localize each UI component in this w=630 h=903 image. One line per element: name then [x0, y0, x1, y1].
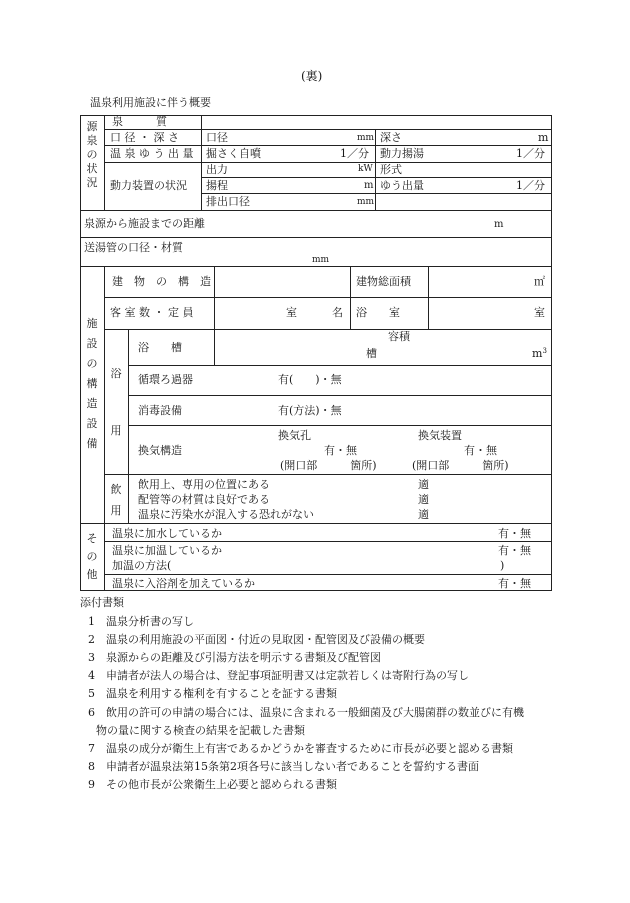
bathroom-label: 浴 室 — [356, 306, 400, 319]
power-output-unit: kW — [358, 164, 373, 174]
lift-unit: m — [364, 180, 374, 191]
ventilation-label: 換気構造 — [138, 444, 182, 457]
powered-flow-label: 動力揚湯 — [380, 147, 424, 160]
building-structure-label: 建 物 の 構 造 — [112, 275, 211, 288]
drinking-check-2: 配管等の材質は良好である — [138, 493, 270, 506]
depth-unit: m — [538, 131, 549, 144]
pipe-unit: mm — [312, 255, 330, 265]
caliber-label: 口径 — [206, 131, 228, 144]
attachment-item: 4 申請者が法人の場合は、登記事項証明書又は定款若しくは寄附行為の写し — [88, 669, 469, 682]
spring-quality-label: 泉 質 — [112, 115, 167, 128]
vent-hole-openings: (開口部 箇所) — [280, 459, 377, 472]
attachment-item: 7 温泉の成分が衛生上有害であるかどうかを審査するために市長が必要と認める書類 — [88, 742, 513, 755]
facility-side-label: 施 設 の 構 造 設 備 — [86, 317, 98, 450]
person-unit: 名 — [332, 306, 343, 319]
drinking-check-2-value: 適 — [418, 493, 429, 506]
heat-method-label: 加温の方法( — [112, 559, 172, 572]
drinking-check-3-value: 適 — [418, 508, 429, 521]
spring-output-label: 温 泉 ゆ う 出 量 — [110, 147, 194, 160]
distance-unit: m — [494, 219, 504, 230]
other-side-label: そ の 他 — [86, 532, 98, 581]
vent-device-value: 有・無 — [464, 444, 497, 457]
depth-label: 深さ — [380, 131, 402, 144]
volume-label: 容積 — [388, 330, 410, 343]
attachment-item: 8 申請者が温泉法第15条第2項各号に該当しない者であることを誓約する書面 — [88, 760, 479, 773]
power-device-label: 動力装置の状況 — [110, 179, 187, 192]
vent-hole-label: 換気孔 — [278, 429, 311, 442]
tank-unit: 槽 — [366, 347, 377, 360]
drinking-side-label: 飲 用 — [110, 483, 122, 517]
natural-flow-unit: 1／分 — [340, 147, 369, 160]
source-status-side-label: 源 泉 の 状 況 — [86, 120, 98, 189]
caliber-unit: mm — [357, 133, 375, 143]
disinfection-label: 消毒設備 — [138, 404, 182, 417]
attachment-item: 9 その他市長が公衆衛生上必要と認められる書類 — [88, 778, 337, 791]
heated-label: 温泉に加温しているか — [112, 544, 222, 557]
heated-value: 有・無 — [498, 544, 531, 557]
filtration-label: 循環ろ過器 — [138, 373, 193, 386]
discharge-unit: mm — [357, 197, 375, 207]
heat-method-close: ) — [500, 559, 505, 572]
drinking-check-1-value: 適 — [418, 478, 429, 491]
water-added-value: 有・無 — [498, 527, 531, 540]
volume-unit: $m^3$ — [532, 347, 547, 360]
room-unit: 室 — [286, 306, 297, 319]
tank-label: 浴 槽 — [138, 341, 182, 354]
yield-label: ゆう出量 — [380, 179, 424, 192]
bath-agent-label: 温泉に入浴剤を加えているか — [112, 577, 255, 590]
filtration-value: 有( )・無 — [278, 373, 342, 386]
rooms-capacity-label: 客 室 数 ・ 定 員 — [110, 306, 194, 319]
attachment-item: 1 温泉分析書の写し — [88, 615, 194, 628]
bathroom-unit: 室 — [534, 306, 545, 319]
distance-label: 泉源から施設までの距離 — [84, 217, 205, 230]
natural-flow-label: 掘さく自噴 — [206, 147, 261, 160]
drinking-check-3: 温泉に汚染水が混入する恐れがない — [138, 508, 314, 521]
attachment-item-continued: 物の量に関する検査の結果を記載した書類 — [96, 724, 305, 737]
disinfection-value: 有(方法)・無 — [278, 404, 342, 417]
attachment-item: 5 温泉を利用する権利を有することを証する書類 — [88, 687, 337, 700]
total-area-unit: ㎡ — [534, 275, 545, 288]
type-label: 形式 — [380, 163, 402, 176]
discharge-label: 排出口径 — [206, 195, 250, 208]
drinking-check-1: 飲用上、専用の位置にある — [138, 478, 270, 491]
bath-use-side-label: 浴 用 — [110, 367, 122, 437]
attachments-title: 添付書類 — [80, 596, 124, 609]
attachment-item: 3 泉源からの距離及び引湯方法を明示する書類及び配管図 — [88, 651, 381, 664]
powered-flow-unit: 1／分 — [516, 147, 545, 160]
pipe-label: 送湯管の口径・材質 — [84, 241, 183, 254]
total-area-label: 建物総面積 — [356, 275, 411, 288]
attachment-item: 2 温泉の利用施設の平面図・付近の見取図・配管図及び設備の概要 — [88, 633, 425, 646]
bath-agent-value: 有・無 — [498, 577, 531, 590]
section-title: 温泉利用施設に伴う概要 — [90, 96, 211, 109]
page-side-label: (裏) — [301, 69, 323, 83]
vent-device-label: 換気装置 — [418, 429, 462, 442]
yield-unit: 1／分 — [516, 179, 545, 192]
diameter-depth-label: 口 径 ・ 深 さ — [110, 131, 179, 144]
vent-hole-value: 有・無 — [324, 444, 357, 457]
water-added-label: 温泉に加水しているか — [112, 527, 222, 540]
attachment-item: 6 飲用の許可の申請の場合には、温泉に含まれる一般細菌及び大腸菌群の数並びに有機 — [88, 706, 524, 719]
lift-label: 揚程 — [206, 179, 228, 192]
power-output-label: 出力 — [206, 163, 228, 176]
vent-device-openings: (開口部 箇所) — [412, 459, 509, 472]
